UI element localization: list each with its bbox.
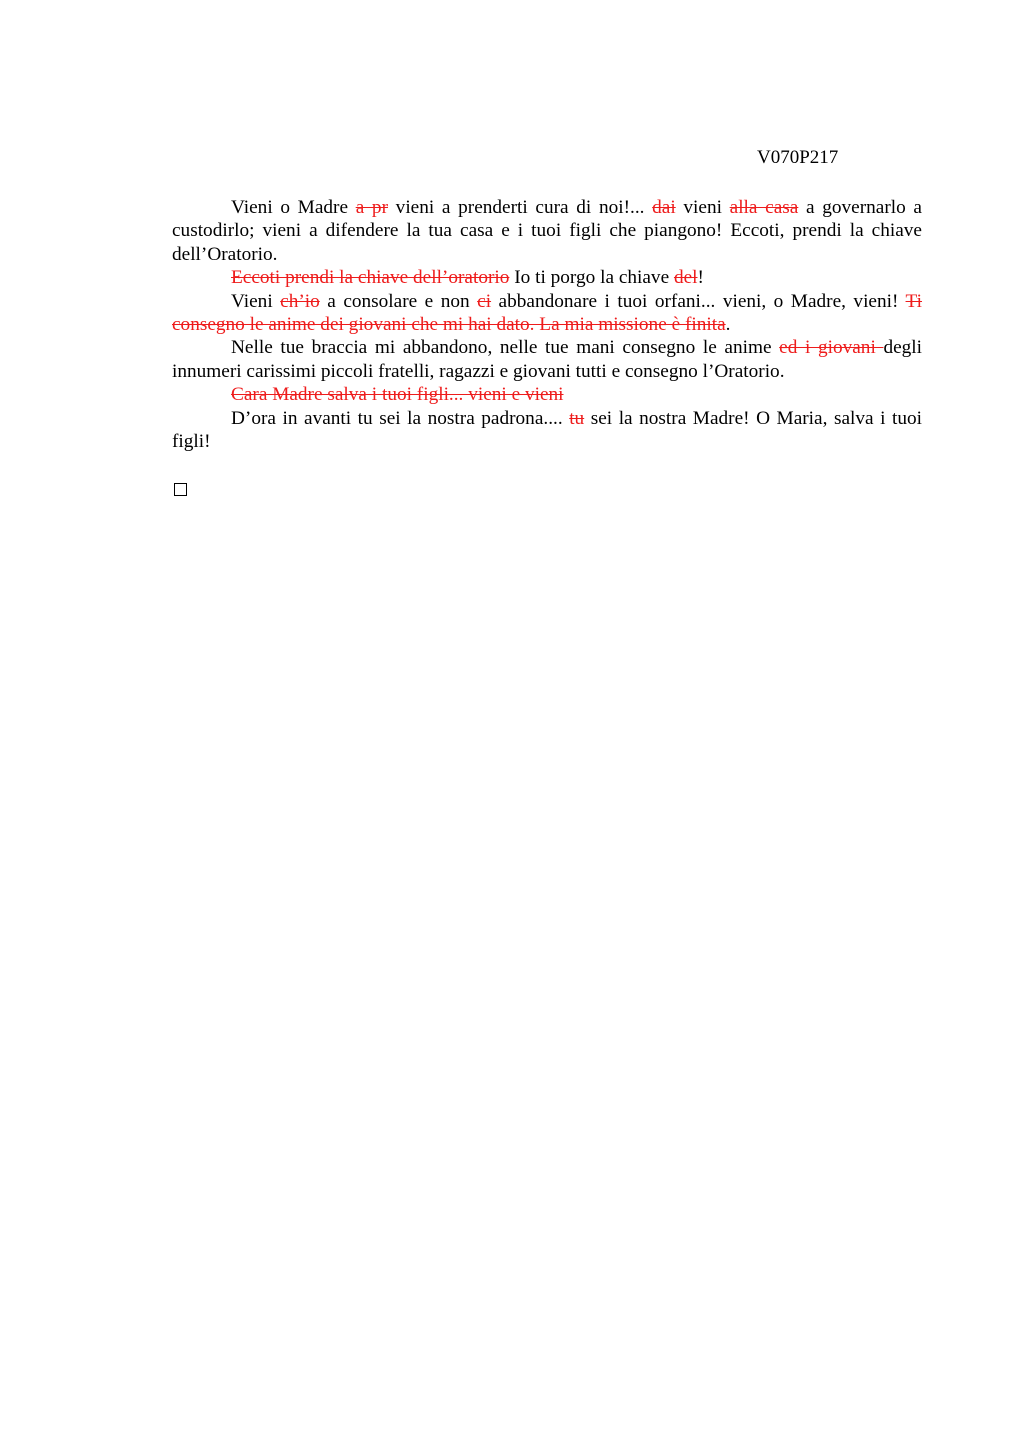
deleted-text-segment: Cara Madre salva i tuoi figli... vieni e vieni — [231, 384, 564, 406]
text-segment: . — [725, 314, 731, 336]
deleted-text-segment: dai — [652, 197, 676, 218]
deleted-text-segment: ch’io — [280, 290, 320, 312]
paragraph — [172, 266, 922, 289]
text-segment: Vieni — [231, 290, 281, 312]
deleted-text-segment: del — [673, 267, 698, 289]
text-segment: sei la nostra Madre! O Maria, salva i tuoi figli! — [172, 407, 922, 453]
deleted-text-segment: a pr — [355, 197, 388, 218]
text-segment: Vieni o Madre — [231, 197, 356, 218]
text-segment: D’ora in avanti tu sei la nostra padrona.... — [231, 407, 570, 429]
paragraph — [172, 196, 922, 266]
deleted-text-segment: tu — [569, 407, 585, 429]
paragraph — [172, 290, 922, 337]
text-segment: abbandonare i tuoi orfani... vieni, o Madre, vieni! — [491, 290, 906, 312]
deleted-text-segment: alla casa — [729, 197, 799, 218]
deleted-text-segment: Eccoti prendi la chiave dell’oratorio — [231, 267, 510, 289]
text-segment: Io ti porgo la chiave — [509, 267, 674, 289]
text-segment: Nelle tue braccia mi abbandono, nelle tue mani consegno le anime — [231, 337, 780, 359]
paragraph — [172, 383, 922, 406]
text-segment: a governarlo a custodirlo; vieni a difendere la tua casa e i tuoi figli che piangono! Eccoti, prendi la chiave dell’Oratorio. — [172, 197, 922, 265]
text-segment: degli innumeri carissimi piccoli fratelli, ragazzi e giovani tutti e consegno l’Oratorio. — [172, 337, 922, 382]
deleted-text-segment: Ti consegno le anime dei giovani che mi hai dato. La mia missione è finita — [172, 290, 923, 336]
page-id: V070P217 — [757, 147, 839, 168]
document-body — [172, 196, 922, 453]
deleted-text-segment: ed i giovani — [779, 337, 884, 359]
text-segment: a consolare e non — [319, 290, 478, 312]
text-segment: ! — [697, 267, 704, 289]
paragraph — [172, 336, 922, 383]
paragraph — [172, 407, 922, 454]
end-marker-checkbox-icon — [174, 483, 187, 496]
text-segment: vieni — [675, 197, 730, 218]
text-segment: vieni a prenderti cura di noi!... — [388, 197, 653, 218]
deleted-text-segment: ci — [477, 290, 492, 312]
